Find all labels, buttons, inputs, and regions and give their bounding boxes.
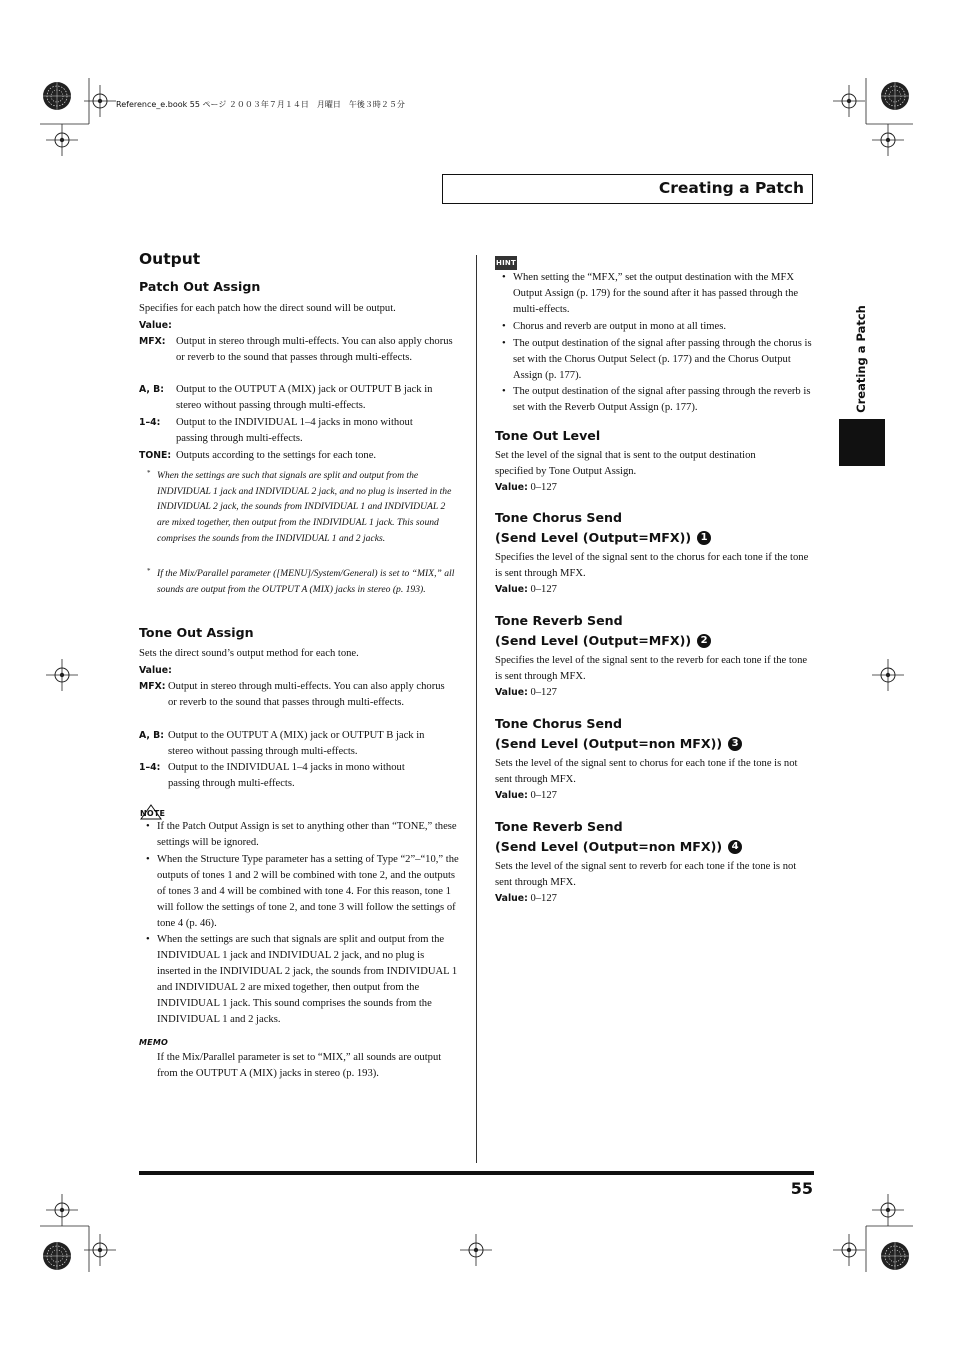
page-number: 55: [790, 1179, 813, 1198]
item-key: MFX:: [139, 681, 166, 692]
hint-bullet: [502, 270, 813, 318]
item-key: A, B:: [139, 384, 164, 395]
item-value: Output in stereo through multi-effects. You can also apply chorus or reverb to the sound that passes through multi-effects.: [168, 681, 445, 708]
chapter-title-box: [442, 174, 813, 204]
send-title-1: Tone Reverb Send: [495, 613, 623, 628]
note-bullet: [146, 819, 459, 851]
side-tab-label-wrap: [839, 300, 885, 420]
tone-out-item: [139, 760, 459, 792]
bullet-icon: •: [502, 321, 506, 332]
patch-out-desc: Specifies for each patch how the direct sound will be output.: [139, 303, 396, 314]
patch-out-value-label: Value:: [139, 320, 172, 331]
registration-cross-icon: [833, 1234, 865, 1266]
registration-burst-icon: [43, 82, 71, 110]
registration-burst-icon: [881, 82, 909, 110]
patch-out-item: [139, 334, 459, 366]
registration-cross-icon: [833, 85, 865, 117]
bullet-icon: •: [146, 821, 150, 832]
side-tab-block: [839, 419, 885, 466]
hint-bullet: [502, 319, 813, 335]
send-title-2: (Send Level (Output=MFX)) 1: [495, 528, 813, 548]
note-text: When the settings are such that signals are split and output from the INDIVIDUAL 1 jack and INDIVIDUAL 2 jack, and no plug is inserted in the INDIVIDUAL 2 jack, the sounds from INDIVIDUAL 1 and INDIVIDUAL 2 are mixed together, then output from the INDIVIDUAL 1 jack. This sound comprises the sounds from the INDIVIDUAL 1 and 2 jacks.: [157, 470, 452, 544]
bullet-icon: •: [146, 934, 150, 945]
send-title-1: Tone Reverb Send: [495, 819, 623, 834]
patch-out-item: [139, 415, 459, 447]
send-title-1: Tone Chorus Send: [495, 510, 622, 525]
note-bullet: [146, 852, 459, 932]
memo-text: If the Mix/Parallel parameter is set to “MIX,” all sounds are output from the OUTPUT A (MIX) jacks in stereo (p. 193).: [157, 1052, 442, 1079]
chapter-title: Creating a Patch: [658, 179, 804, 197]
item-value: Output to the OUTPUT A (MIX) jack or OUTPUT B jack in stereo without passing through multi-effects.: [168, 730, 425, 757]
registration-cross-icon: [46, 659, 78, 691]
send-value: Value: 0–127: [495, 583, 557, 595]
registration-burst-icon: [881, 1242, 909, 1270]
send-desc: Sets the level of the signal sent to chorus for each tone if the tone is not sent through MFX.: [495, 758, 798, 785]
registration-cross-icon: [872, 659, 904, 691]
tone-out-value-label: Value:: [139, 665, 172, 676]
patch-out-title: Patch Out Assign: [139, 279, 261, 294]
callout-number-icon: 2: [697, 634, 711, 648]
send-value: Value: 0–127: [495, 892, 557, 904]
file-stamp: Reference_e.book 55 ページ ２００３年７月１４日 月曜日 午後３時２５分: [116, 100, 405, 109]
bullet-icon: •: [502, 386, 506, 397]
item-key: 1–4:: [139, 762, 161, 773]
tone-out-level-desc: Set the level of the signal that is sent to the output destination specified by Tone Output Assign.: [495, 450, 756, 477]
registration-cross-icon: [460, 1234, 492, 1266]
send-block: [495, 714, 813, 803]
tone-out-level-title: Tone Out Level: [495, 428, 601, 443]
bullet-text: When setting the “MFX,” set the output destination with the MFX Output Assign (p. 179) for the sound after it has passed through the multi-effects.: [513, 272, 799, 315]
note-icon: NOTE: [139, 804, 163, 820]
item-value: Output to the INDIVIDUAL 1–4 jacks in mono without passing through multi-effects.: [176, 417, 413, 444]
asterisk-icon: *: [147, 469, 151, 477]
callout-number-icon: 1: [697, 531, 711, 545]
tone-out-desc: Sets the direct sound’s output method for each tone.: [139, 648, 359, 659]
tone-out-item: [139, 679, 459, 711]
send-desc: Specifies the level of the signal sent to the reverb for each tone if the tone is sent through MFX.: [495, 655, 808, 682]
bullet-text: If the Patch Output Assign is set to anything other than “TONE,” these settings will be ignored.: [157, 821, 457, 848]
patch-out-item: [139, 382, 459, 414]
registration-cross-icon: [872, 1194, 904, 1226]
item-value: Output in stereo through multi-effects. You can also apply chorus or reverb to the sound that passes through multi-effects.: [176, 336, 453, 363]
bullet-text: When the settings are such that signals are split and output from the INDIVIDUAL 1 jack and INDIVIDUAL 2 jack, and no plug is inserted in the INDIVIDUAL 2 jack, the sounds from INDIVIDUAL 1 and INDIVIDUAL 2 are mixed together, then output from the INDIVIDUAL 1 jack. This sound comprises the sounds from the INDIVIDUAL 1 and 2 jacks.: [157, 934, 458, 1025]
tone-out-item: [139, 728, 459, 760]
bullet-text: When the Structure Type parameter has a setting of Type “2”–“10,” the outputs of tones 1 and 2 will be combined with tone 2, and the outputs of tones 3 and 4 will be combined with tone 4. For this reason, tone 1 will follow the settings of tone 2, and tone 3 will follow the settings of tone 4 (p. 46).: [157, 854, 459, 929]
note-text: If the Mix/Parallel parameter ([MENU]/System/General) is set to “MIX,” all sounds are output from the OUTPUT A (MIX) jacks in stereo (p. 193).: [157, 568, 455, 595]
send-desc: Sets the level of the signal sent to reverb for each tone if the tone is not sent through MFX.: [495, 861, 797, 888]
registration-cross-icon: [46, 124, 78, 156]
footer-rule: [139, 1171, 814, 1175]
registration-cross-icon: [872, 124, 904, 156]
item-key: 1–4:: [139, 417, 161, 428]
item-key: MFX:: [139, 336, 166, 347]
note-bullet: [146, 932, 459, 1027]
send-title-2: (Send Level (Output=non MFX)) 4: [495, 837, 813, 857]
callout-number-icon: 3: [728, 737, 742, 751]
send-title-2: (Send Level (Output=non MFX)) 3: [495, 734, 813, 754]
item-key: A, B:: [139, 730, 164, 741]
side-tab-label: Creating a Patch: [854, 305, 868, 413]
send-title-1: Tone Chorus Send: [495, 716, 622, 731]
registration-cross-icon: [46, 1194, 78, 1226]
registration-burst-icon: [43, 1242, 71, 1270]
item-value: Output to the INDIVIDUAL 1–4 jacks in mono without passing through multi-effects.: [168, 762, 405, 789]
section-title: Output: [139, 250, 201, 268]
patch-out-note: [147, 468, 459, 547]
send-block: [495, 508, 813, 597]
item-value: Output to the OUTPUT A (MIX) jack or OUTPUT B jack in stereo without passing through multi-effects.: [176, 384, 433, 411]
patch-out-note: [147, 566, 459, 597]
send-title-2: (Send Level (Output=MFX)) 2: [495, 631, 813, 651]
send-value: Value: 0–127: [495, 789, 557, 801]
patch-out-item: [139, 448, 459, 464]
callout-number-icon: 4: [728, 840, 742, 854]
bullet-text: Chorus and reverb are output in mono at all times.: [513, 321, 727, 332]
bullet-text: The output destination of the signal after passing through the reverb is set with the Reverb Output Assign (p. 177).: [513, 386, 811, 413]
item-value: Outputs according to the settings for each tone.: [176, 450, 377, 461]
bullet-text: The output destination of the signal after passing through the chorus is set with the Chorus Output Select (p. 177) and the Chorus Output Assign (p. 177).: [513, 338, 812, 381]
asterisk-icon: *: [147, 567, 151, 575]
hint-icon: HINT: [495, 256, 517, 270]
bullet-icon: •: [502, 272, 506, 283]
memo-icon: MEMO: [139, 1038, 168, 1047]
send-desc: Specifies the level of the signal sent to the chorus for each tone if the tone is sent through MFX.: [495, 552, 809, 579]
send-value: Value: 0–127: [495, 686, 557, 698]
bullet-icon: •: [146, 854, 150, 865]
hint-bullet: [502, 384, 813, 416]
item-key: TONE:: [139, 450, 172, 461]
send-block: [495, 611, 813, 700]
bullet-icon: •: [502, 338, 506, 349]
send-block: [495, 817, 813, 906]
tone-out-level-value: Value: 0–127: [495, 482, 557, 493]
hint-bullet: [502, 336, 813, 384]
tone-out-title: Tone Out Assign: [139, 625, 254, 640]
